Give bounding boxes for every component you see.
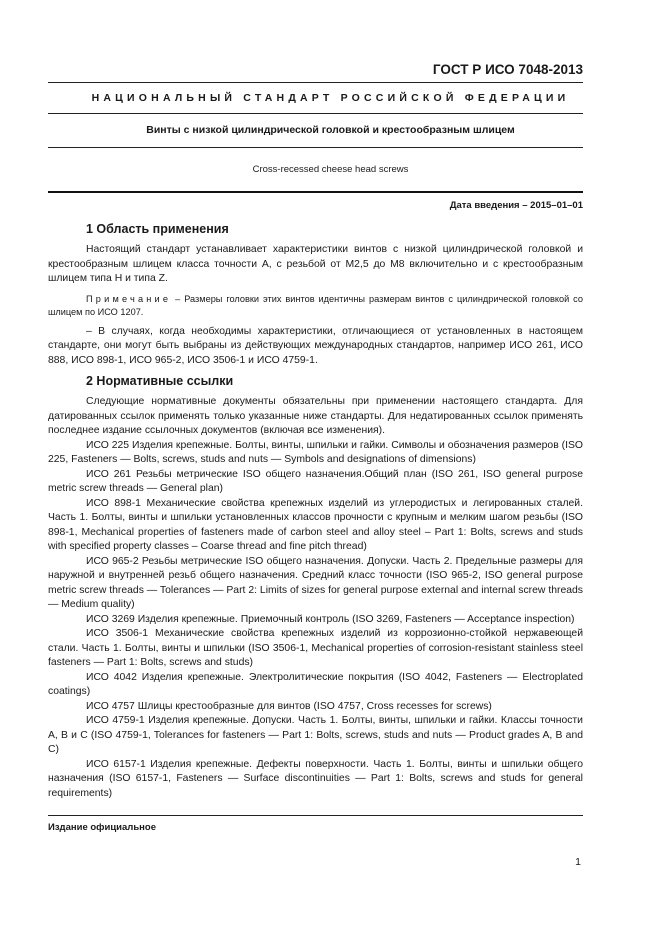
reference-item: ИСО 4757 Шлицы крестообразные для винтов (ISO 4757, Cross recesses for screws) — [86, 700, 492, 712]
reference-item: ИСО 225 Изделия крепежные. Болты, винты, шпильки и гайки. Символы и обозначения размеров (ISO 225, Fasteners — Bolts, screws, studs and nuts — Symbols and designations of dimensions) — [48, 439, 583, 465]
section-2-heading: 2 Нормативные ссылки — [86, 374, 234, 388]
title-rule — [48, 147, 583, 148]
official-edition-label: Издание официальное — [48, 822, 156, 833]
introduction-date: Дата введения – 2015–01–01 — [449, 200, 583, 211]
reference-item: ИСО 965-2 Резьбы метрические ISO общего назначения. Допуски. Часть 2. Предельные размеры для наружной и внутренней резьб общего назначения. Средний класс точности (ISO 965-2, ISO general purpose metric screw threads — Tolerances — Part 2: Limits of sizes for general purpose external and internal screw threads — Medium quality) — [48, 555, 583, 610]
page-number: 1 — [575, 856, 581, 868]
reference-item: ИСО 3269 Изделия крепежные. Приемочный контроль (ISO 3269, Fasteners — Acceptance inspection) — [86, 613, 575, 625]
standard-code: ГОСТ Р ИСО 7048-2013 — [432, 62, 583, 77]
header-rule — [48, 82, 583, 83]
section-2-intro: Следующие нормативные документы обязательны при применении настоящего стандарта. Для датированных ссылок применять только указанные ниже стандарты. Для недатированных ссылок применять последнее издание ссылочных документов (включая все изменения). — [48, 396, 583, 436]
reference-item: ИСО 898-1 Механические свойства крепежных изделий из углеродистых и легированных сталей. Часть 1. Болты, винты и шпильки установленных классов прочности с крупным и мелким шагом резьбы (ISO 898-1, Mechanical properties of fasteners made of carbon steel and alloy steel – Part 1: Bolts, screws and studs with specified property classes – Coarse thread and fine pitch thread) — [48, 497, 583, 552]
reference-item: ИСО 6157-1 Изделия крепежные. Дефекты поверхности. Часть 1. Болты, винты и шпильки общего назначения (ISO 6157-1, Fasteners — Surface discontinuities — Part 1: Bolts, screws and studs for general requirements) — [48, 758, 583, 799]
national-standard-caption: НАЦИОНАЛЬНЫЙ СТАНДАРТ РОССИЙСКОЙ ФЕДЕРАЦИИ — [91, 92, 570, 104]
document-title-ru: Винты с низкой цилиндрической головкой и крестообразным шлицем — [146, 124, 515, 136]
reference-item: ИСО 3506-1 Механические свойства крепежных изделий из коррозионно-стойкой нержавеющей стали. Часть 1. Болты, винты и шпильки (ISO 3506-1, Mechanical properties of corrosion-resistant stainless steel fasteners — Part 1: Bolts, screws and studs) — [48, 628, 583, 668]
document-body — [48, 221, 583, 801]
section-1-paragraph: Настоящий стандарт устанавливает характеристики винтов с низкой цилиндрической головкой и крестообразным шлицем класса точности А, с резьбой от М2,5 до М8 включительно и с крестообразным шлицем типа Н и типа Z. — [48, 244, 583, 284]
section-1-dash-paragraph: – В случаях, когда необходимы характеристики, отличающиеся от установленных в настоящем стандарте, они могут быть выбраны из действующих международных стандартов, например ИСО 261, ИСО 888, ИСО 898-1, ИСО 965-2, ИСО 3506-1 и ИСО 4759-1. — [48, 325, 583, 366]
document-title-en: Cross-recessed cheese head screws — [252, 164, 409, 175]
reference-item: ИСО 4759-1 Изделия крепежные. Допуски. Часть 1. Болты, винты, шпильки и гайки. Классы точности A, B и C (ISO 4759-1, Tolerances for fasteners — Part 1: Bolts, screws, studs and nuts — Product grades A, B and C) — [48, 715, 583, 755]
footer-rule — [48, 815, 583, 816]
title-bottom-rule — [48, 191, 583, 193]
reference-item: ИСО 261 Резьбы метрические ISO общего назначения.Общий план (ISO 261, ISO general purpose metric screw threads — General plan) — [48, 468, 583, 494]
section-1-heading: 1 Область применения — [86, 222, 229, 236]
reference-item: ИСО 4042 Изделия крепежные. Электролитические покрытия (ISO 4042, Fasteners — Electroplated coatings) — [48, 671, 583, 697]
caption-rule — [48, 113, 583, 114]
note-paragraph — [48, 293, 583, 319]
note-text: – Размеры головки этих винтов идентичны размерам винтов с цилиндрической головкой со шлицем по ИСО 1207. — [48, 293, 583, 317]
note-label: Примечание — [86, 293, 172, 304]
